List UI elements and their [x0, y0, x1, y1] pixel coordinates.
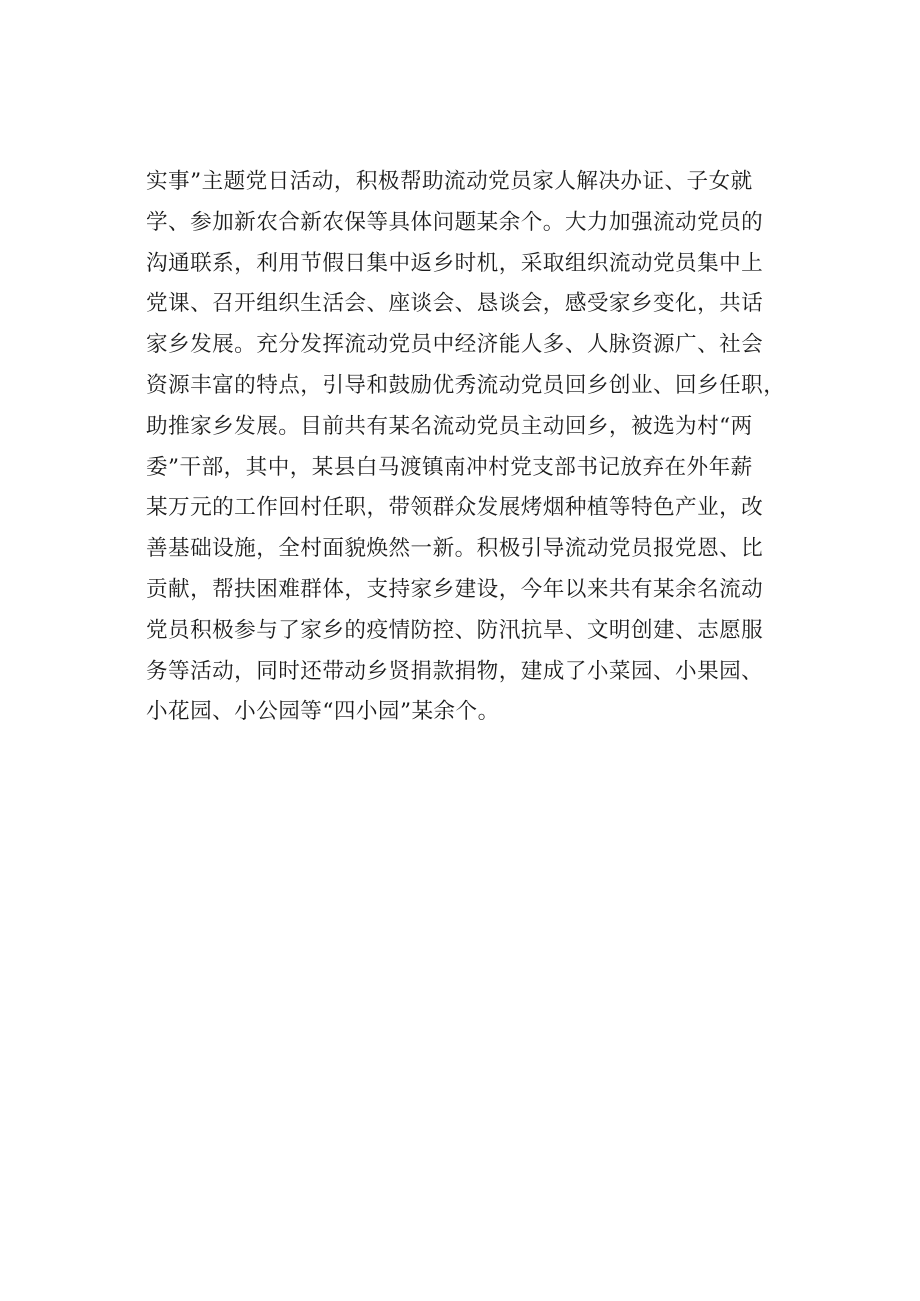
text-line: 小花园、小公园等“四小园”某余个。 — [146, 699, 500, 725]
text-line: 务等活动，同时还带动乡贤捐款捐物，建成了小菜园、小果园、 — [146, 658, 764, 684]
text-line: 家乡发展。充分发挥流动党员中经济能人多、人脉资源广、社会 — [146, 332, 764, 358]
text-line: 助推家乡发展。目前共有某名流动党员主动回乡，被选为村“两 — [146, 413, 753, 439]
text-line: 贡献，帮扶困难群体，支持家乡建设，今年以来共有某余名流动 — [146, 576, 764, 602]
body-paragraph — [146, 162, 836, 733]
text-line: 实事”主题党日活动，积极帮助流动党员家人解决办证、子女就 — [146, 169, 753, 194]
text-line: 资源丰富的特点，引导和鼓励优秀流动党员回乡创业、回乡任职， — [146, 372, 786, 398]
text-line: 党课、召开组织生活会、座谈会、恳谈会，感受家乡变化，共话 — [146, 291, 764, 317]
text-line: 善基础设施，全村面貌焕然一新。积极引导流动党员报党恩、比 — [146, 536, 764, 562]
text-line: 某万元的工作回村任职，带领群众发展烤烟种植等特色产业，改 — [146, 495, 764, 521]
text-line: 党员积极参与了家乡的疫情防控、防汛抗旱、文明创建、志愿服 — [146, 617, 764, 643]
text-line: 委”干部，其中，某县白马渡镇南冲村党支部书记放弃在外年薪 — [146, 454, 753, 480]
text-line: 沟通联系，利用节假日集中返乡时机，采取组织流动党员集中上 — [146, 250, 764, 276]
text-line: 学、参加新农合新农保等具体问题某余个。大力加强流动党员的 — [146, 209, 764, 235]
